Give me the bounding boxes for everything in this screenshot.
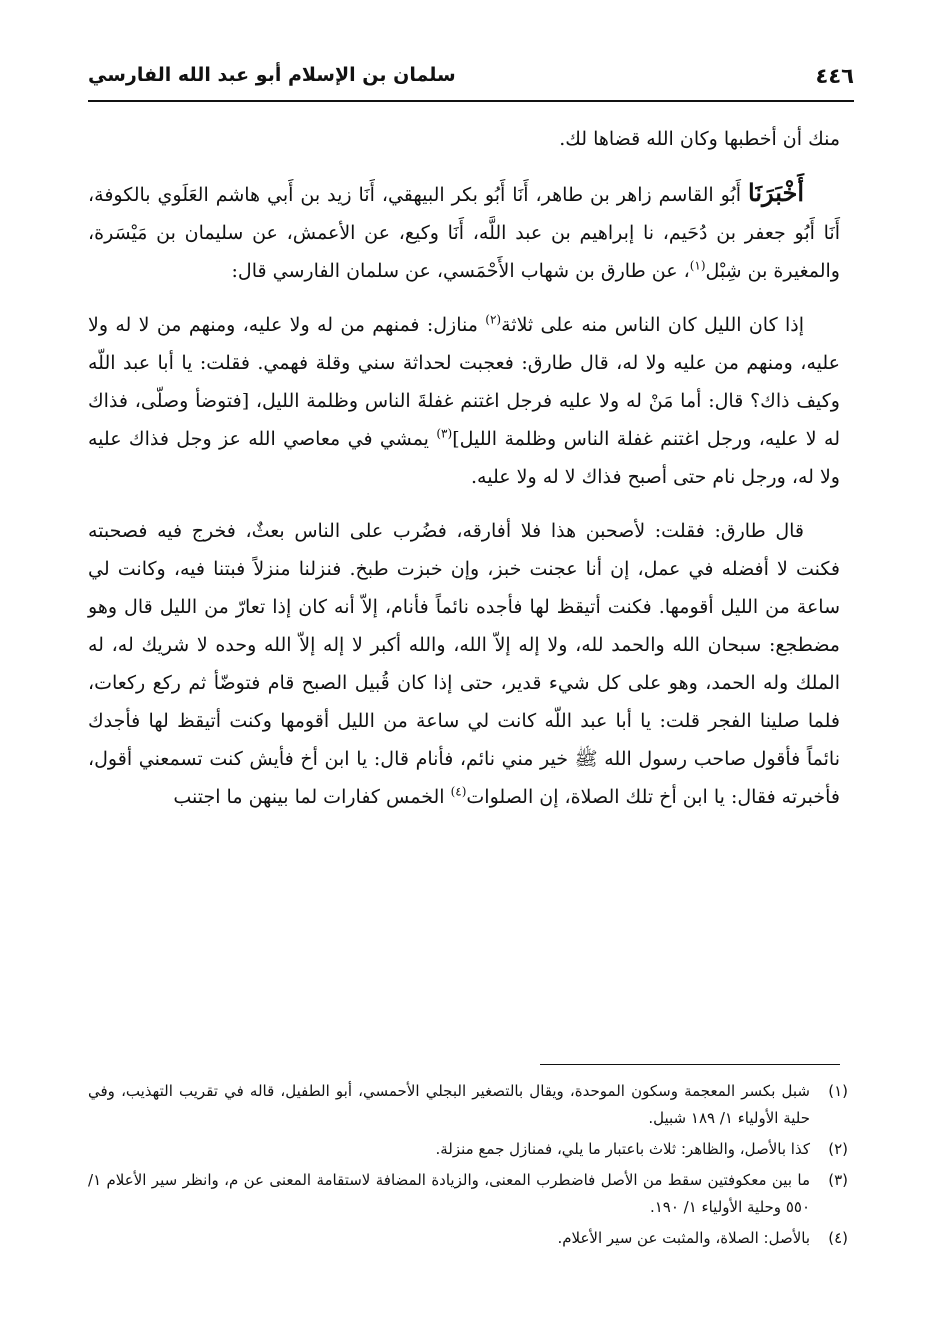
footnote-3 [88,1167,848,1221]
header-rule [88,100,854,102]
footnote-text: بالأصل: الصلاة، والمثبت عن سير الأعلام. [557,1229,810,1247]
footnote-number: (١) [828,1082,848,1100]
text-run: قال طارق: فقلت: لأصحبن هذا فلا أفارقه، فضُرب على الناس بعثٌ، فخرج فيه فصحبته فكنت لا أفضله في عمل، إن أنا عجنت خبز، وإن خبزت طبخ. فنزلنا منزلاً فبتنا فيه، وكانت لي ساعة من الليل أقومها. فكنت أتيقظ لها فأجده نائماً فأنام، إلاّ أنه كان إذا تعارّ من الليل قال وهو مضطجع: سبحان الله والحمد لله، ولا إله إلاّ الله، والله أكبر لا إله إلاّ الله وحده لا شريك له، له الملك وله الحمد، وهو على كل شيء قدير، حتى إذا كان قُبيل الصبح قام فتوضّأ ثم ركع ركعات، فلما صلينا الفجر قلت: يا أبا عبد اللّه كانت لي ساعة من الليل أقومها وكنت أتيقظ لها فأجدك نائماً فأقول صاحب رسول الله ﷺ خير مني نائم، فأنام قال: يا ابن أخ فأيش كنت تسمعني أقول، فأخبرته فقال: يا ابن أخ تلك الصلاة، إن الصلوات [88,520,840,808]
main-text [88,120,840,832]
text-run: منازل: فمنهم من له ولا عليه، ومنهم من لا له ولا عليه، ومنهم من عليه ولا له، قال طارق: فعجبت لحداثة سني وقلة فهمي. فقلت: يا أبا عبد اللّه وكيف ذاك؟ قال: أما مَنْ له ولا عليه فرجل اغتنم غفلةَ الناس وظلمة الليل، [فتوضأ وصلّى، فذاك له لا عليه، ورجل اغتنم غفلة الناس وظلمة الليل] [88,314,840,450]
footnote-text: شبل بكسر المعجمة وسكون الموحدة، ويقال بالتصغير البجلي الأحمسي، أبو الطفيل، قاله في تقريب التهذيب، وفي حلية الأولياء ١/ ١٨٩ شبيل. [88,1082,810,1127]
page-number: ٤٤٦ [815,64,854,88]
footnote-ref-3[interactable]: (٣) [436,426,453,441]
footnote-number: (٣) [828,1171,848,1189]
footnote-number: (٢) [828,1140,848,1158]
footnote-text: ما بين معكوفتين سقط من الأصل فاضطرب المعنى، والزيادة المضافة لاستقامة المعنى عن م، وانظر سير الأعلام ١/ ٥٥٠ وحلية الأولياء ١/ ١٩٠. [88,1171,810,1216]
paragraph-continuation [88,120,840,158]
footnote-ref-4[interactable]: (٤) [450,784,467,799]
text-run: الخمس كفارات لما بينهن ما اجتنب [173,786,451,808]
text-run: أَبُو القاسم زاهر بن طاهر، أَنَا أَبُو بكر البيهقي، أَنَا زيد بن أَبي هاشم العَلَوي بالكوفة، أَنَا أَبُو جعفر بن دُحَيم، نا إبراهيم بن عبد اللَّه، أَنَا وكيع، عن الأعمش، عن سليمان بن مَيْسَرة، والمغيرة بن شِبْل [88,184,840,282]
text-run: إذا كان الليل كان الناس منه على ثلاثة [501,314,805,336]
paragraph-isnad [88,174,840,290]
footnote-rule [540,1064,840,1065]
footnote-ref-2[interactable]: (٢) [485,312,502,327]
footnote-ref-1[interactable]: (١) [689,258,706,273]
footnote-text: كذا بالأصل، والظاهر: ثلاث باعتبار ما يلي، فمنازل جمع منزلة. [435,1140,810,1158]
lead-word: أَخْبَرَنَا [748,178,804,207]
running-title: سلمان بن الإسلام أبو عبد الله الفارسي [88,64,456,86]
page-header [88,62,854,98]
footnote-number: (٤) [828,1229,848,1247]
footnotes [88,1078,848,1256]
text-run: منك أن أخطبها وكان الله قضاها لك. [559,128,840,150]
footnote-4 [88,1225,848,1252]
paragraph-narration [88,306,840,496]
footnote-1 [88,1078,848,1132]
paragraph-tariq [88,512,840,816]
text-run: يمشي في معاصي الله عز وجل فذاك عليه ولا له، ورجل نام حتى أصبح فذاك لا له ولا عليه. [88,428,840,488]
text-run: ، عن طارق بن شهاب الأَحْمَسي، عن سلمان الفارسي قال: [231,260,690,282]
footnote-2 [88,1136,848,1163]
